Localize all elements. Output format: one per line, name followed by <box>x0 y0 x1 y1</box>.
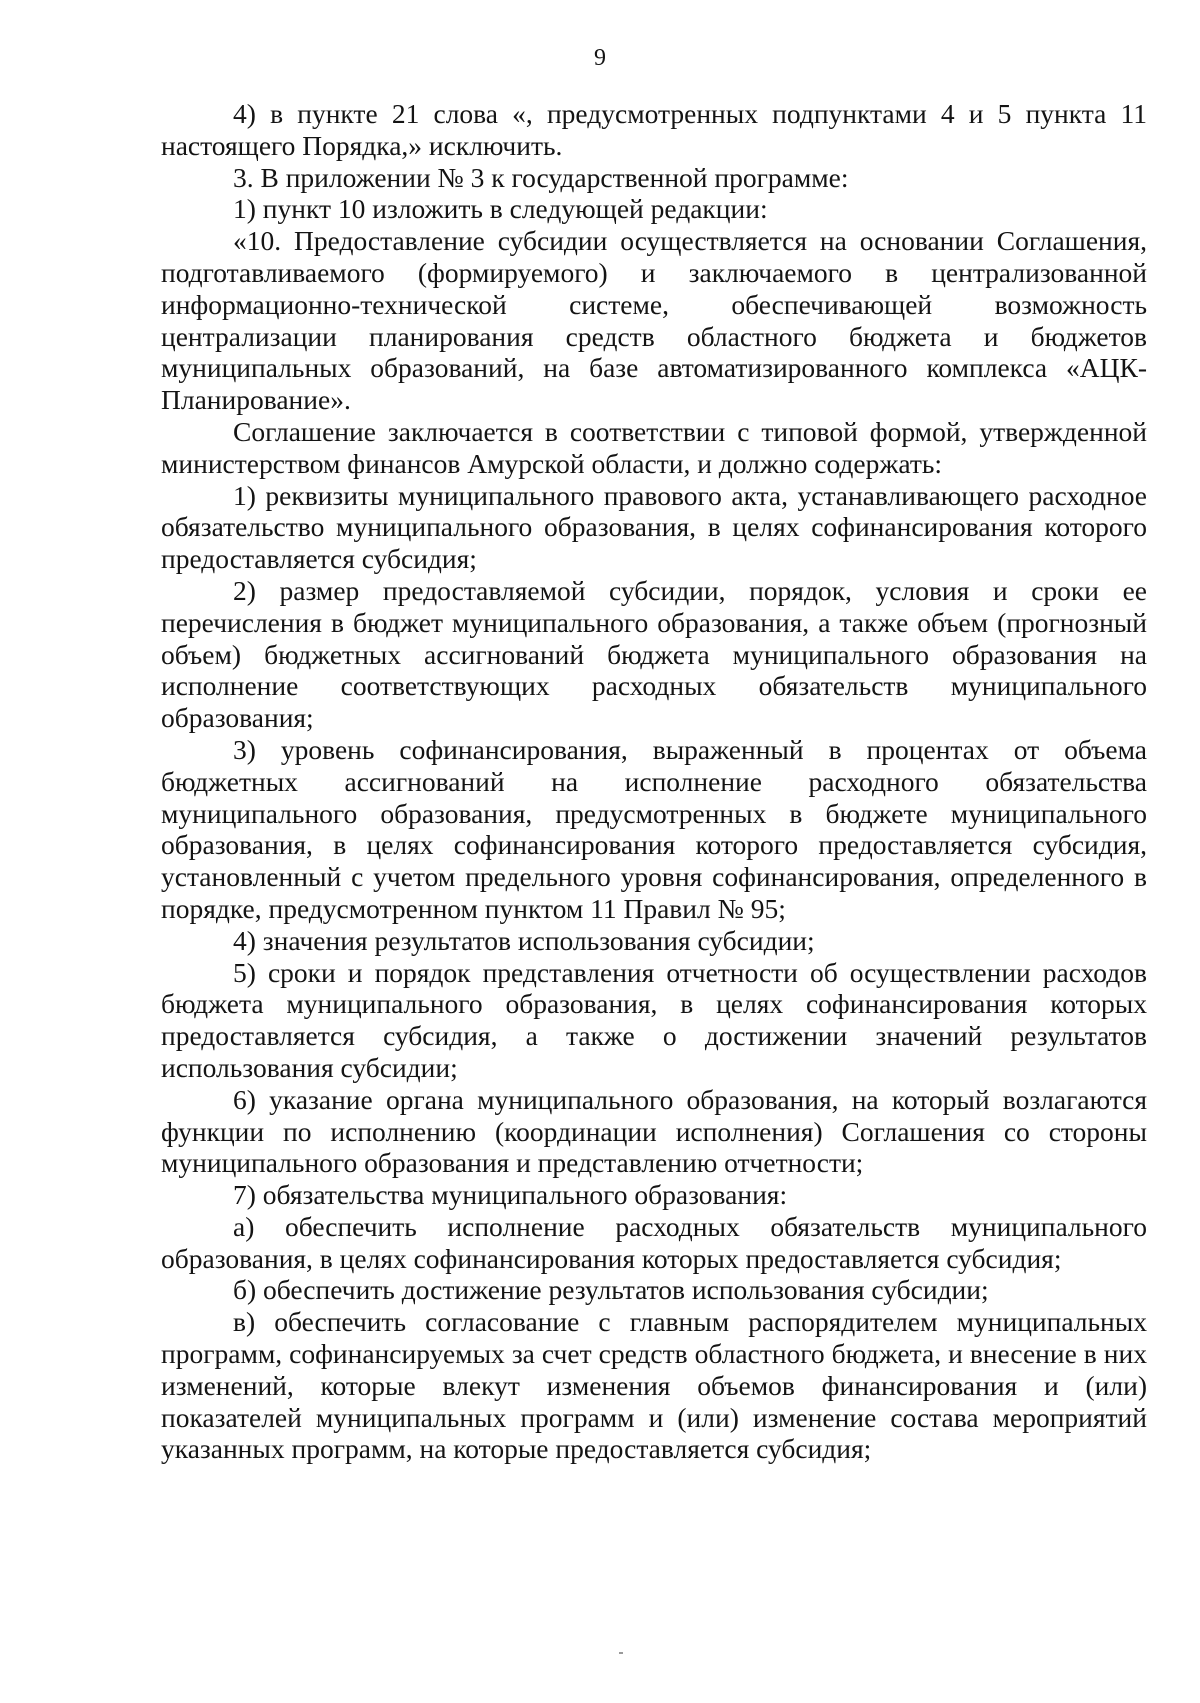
page-number: 9 <box>594 45 606 71</box>
paragraph-item-1-point-10: 1) пункт 10 изложить в следующей редакции: <box>233 193 768 225</box>
list-item-1-requisites: 1) реквизиты муниципального правового акта, устанавливающего расходное обязательство муниципального образования, в целях софинансирования которого предоставляется субсидия; <box>161 479 1147 575</box>
list-item-3-cofinancing-level: 3) уровень софинансирования, выраженный в процентах от объема бюджетных ассигнований на исполнение расходного обязательства муниципального образования, предусмотренных в бюджете муниципального образования, в целях софинансирования которого предоставляется субсидия, установленный с учетом предельного уровня софинансирования, определенного в порядке, предусмотренном пунктом 11 Правил № 95; <box>161 733 1147 924</box>
list-item-5-reporting: 5) сроки и порядок представления отчетности об осуществлении расходов бюджета муниципального образования, в целях софинансирования которых предоставляется субсидия, а также о достижении значений результатов использования субсидии; <box>161 956 1147 1083</box>
list-item-2-subsidy-size: 2) размер предоставляемой субсидии, порядок, условия и сроки ее перечисления в бюджет муниципального образования, а также объем (прогнозный объем) бюджетных ассигнований бюджета муниципального образования на исполнение соответствующих расходных обязательств муниципального образования; <box>161 574 1147 734</box>
sub-item-v: в) обеспечить согласование с главным распорядителем муниципальных программ, софинансируемых за счет средств областного бюджета, и внесение в них изменений, которые влекут изменения объемов финансирования и (или) показателей муниципальных программ и (или) изменение состава мероприятий указанных программ, на которые предоставляется субсидия; <box>161 1306 1147 1465</box>
sub-item-b: б) обеспечить достижение результатов использования субсидии; <box>233 1274 989 1306</box>
list-item-6-authority: 6) указание органа муниципального образования, на который возлагаются функции по исполнению (координации исполнения) Соглашения со стороны муниципального образования и представлению отчетности; <box>161 1083 1147 1179</box>
paragraph-section-3-heading: 3. В приложении № 3 к государственной программе: <box>233 161 849 193</box>
document-body <box>161 98 1147 1465</box>
paragraph-agreement-intro: Соглашение заключается в соответствии с типовой формой, утвержденной министерством финансов Амурской области, и должно содержать: <box>161 415 1147 479</box>
paragraph-item-4-clause-21: 4) в пункте 21 слова «, предусмотренных подпунктами 4 и 5 пункта 11 настоящего Порядка,» исключить. <box>161 98 1147 161</box>
paragraph-point-10-text: «10. Предоставление субсидии осуществляется на основании Соглашения, подготавливаемого (формируемого) и заключаемого в централизованной информационно-технической системе, обеспечивающей возможность централизации планирования средств областного бюджета и бюджетов муниципальных образований, на базе автоматизированного комплекса «АЦК-Планирование». <box>161 225 1147 416</box>
sub-item-a: а) обеспечить исполнение расходных обязательств муниципального образования, в целях софинансирования которых предоставляется субсидия; <box>161 1210 1147 1274</box>
list-item-7-obligations: 7) обязательства муниципального образования: <box>233 1179 788 1211</box>
scan-speck <box>619 1652 623 1654</box>
list-item-4-result-values: 4) значения результатов использования субсидии; <box>233 924 815 956</box>
